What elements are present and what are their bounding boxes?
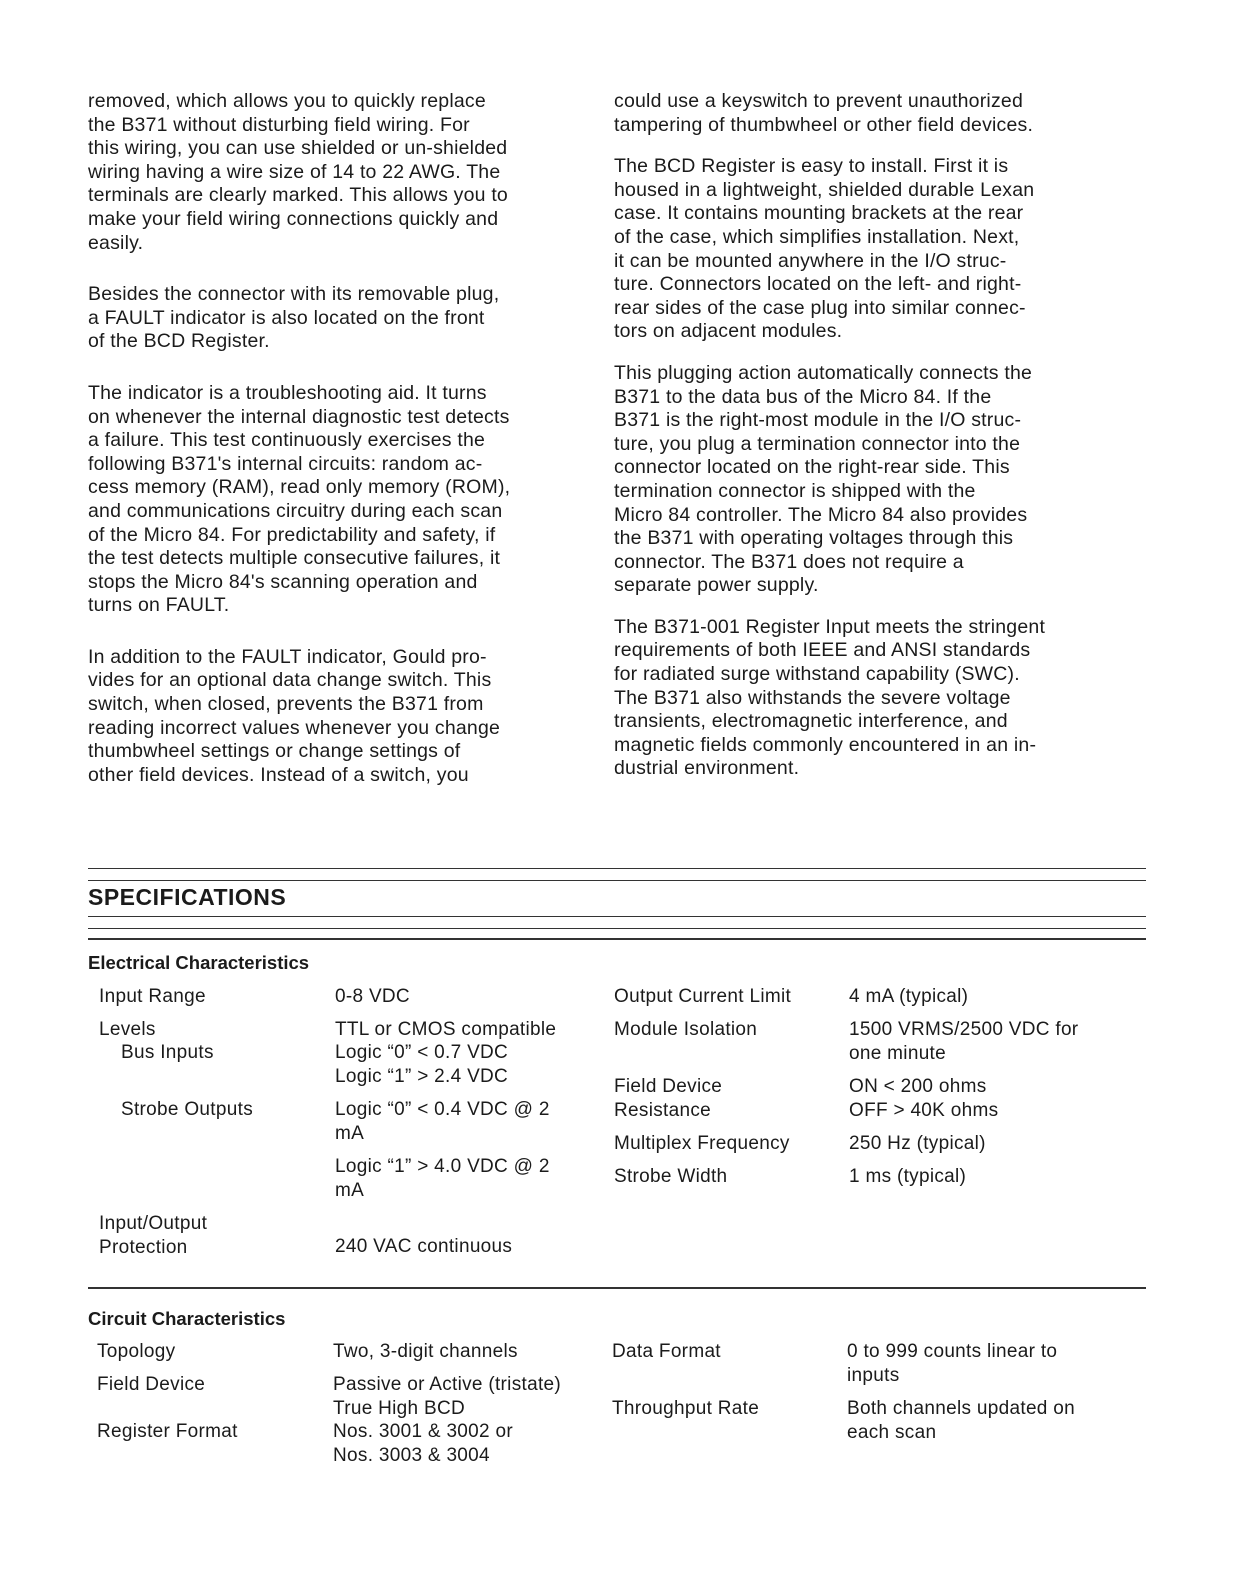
- right-text-column: [614, 90, 1094, 799]
- specifications-title: SPECIFICATIONS: [88, 884, 287, 910]
- spec-value: Both channels updated on each scan: [847, 1398, 1075, 1443]
- paragraph: The indicator is a troubleshooting aid. It turns on whenever the internal diagnostic test detects a failure. This test continuously exercises the following B371's internal circuits: random ac- cess memory (RAM), read only memory (ROM), and communications circuitry during each scan of the Micro 84. For predictability and safety, if the test detects multiple consecutive failures, it stops the Micro 84's scanning operation and turns on FAULT.: [88, 381, 511, 617]
- spec-label: Field Device: [97, 1374, 206, 1395]
- spec-value: Nos. 3001 & 3002 or Nos. 3003 & 3004: [333, 1421, 513, 1466]
- circuit-characteristics-heading: Circuit Characteristics: [88, 1308, 286, 1329]
- spec-value: ON < 200 ohms OFF > 40K ohms: [849, 1076, 999, 1121]
- spec-value: TTL or CMOS compatible: [335, 1019, 557, 1040]
- spec-label: Module Isolation: [614, 1019, 758, 1040]
- spec-value: Logic “0” < 0.7 VDC Logic “1” > 2.4 VDC: [335, 1042, 509, 1087]
- spec-label: Field Device Resistance: [614, 1076, 723, 1121]
- divider: [88, 1287, 1146, 1289]
- spec-label: Input Range: [99, 986, 206, 1007]
- paragraph: Besides the connector with its removable plug, a FAULT indicator is also located on the front of the BCD Register.: [88, 283, 500, 353]
- spec-value: 1500 VRMS/2500 VDC for one minute: [849, 1019, 1079, 1064]
- spec-label: Multiplex Frequency: [614, 1133, 790, 1154]
- spec-value: 4 mA (typical): [849, 986, 969, 1007]
- paragraph: removed, which allows you to quickly replace the B371 without disturbing field wiring. For this wiring, you can use shielded or un-shielded wiring having a wire size of 14 to 22 AWG. The terminals are clearly marked. This allows you to make your field wiring connections quickly and easily.: [88, 90, 508, 254]
- divider: [88, 880, 1146, 881]
- spec-label: Bus Inputs: [121, 1042, 214, 1063]
- spec-label: Levels: [99, 1019, 156, 1040]
- divider: [88, 916, 1146, 917]
- paragraph: This plugging action automatically connects the B371 to the data bus of the Micro 84. If the B371 is the right-most module in the I/O struc- ture, you plug a termination connector into the connector located on the right-rear side. This termination connector is shipped with the Micro 84 controller. The Micro 84 also provides the B371 with operating voltages through this connector. The B371 does not require a separate power supply.: [614, 361, 1033, 597]
- paragraph: The BCD Register is easy to install. First it is housed in a lightweight, shielded durable Lexan case. It contains mounting brackets at the rear of the case, which simplifies installation. Next, it can be mounted anywhere in the I/O struc- ture. Connectors located on the left- and right- rear sides of the case plug into similar connec- tors on adjacent modules.: [614, 155, 1035, 343]
- spec-value: 250 Hz (typical): [849, 1133, 986, 1154]
- spec-label: Throughput Rate: [612, 1398, 760, 1419]
- spec-label: Input/Output Protection: [99, 1213, 208, 1258]
- spec-value: Two, 3-digit channels: [333, 1341, 518, 1362]
- spec-label: Output Current Limit: [614, 986, 792, 1007]
- spec-value: 0 to 999 counts linear to inputs: [847, 1341, 1058, 1386]
- spec-value: Logic “1” > 4.0 VDC @ 2 mA: [335, 1156, 550, 1201]
- spec-value: 0-8 VDC: [335, 986, 410, 1007]
- spec-value: Logic “0” < 0.4 VDC @ 2 mA: [335, 1099, 550, 1144]
- paragraph: In addition to the FAULT indicator, Gould pro- vides for an optional data change switch. This switch, when closed, prevents the B371 from reading incorrect values whenever you change thumbwheel settings or change settings of other field devices. Instead of a switch, you: [88, 645, 501, 786]
- spec-value: 240 VAC continuous: [335, 1236, 513, 1257]
- paragraph: could use a keyswitch to prevent unauthorized tampering of thumbwheel or other field devices.: [614, 90, 1034, 136]
- divider: [88, 868, 1146, 869]
- spec-label: Data Format: [612, 1341, 721, 1362]
- paragraph: The B371-001 Register Input meets the stringent requirements of both IEEE and ANSI standards for radiated surge withstand capability (SWC). The B371 also withstands the severe voltage transients, electromagnetic interference, and magnetic fields commonly encountered in an in- dustrial environment.: [614, 615, 1046, 780]
- spec-value: 1 ms (typical): [849, 1166, 967, 1187]
- spec-label: Strobe Outputs: [121, 1099, 253, 1120]
- divider: [88, 938, 1146, 940]
- electrical-characteristics-heading: Electrical Characteristics: [88, 952, 310, 973]
- spec-label: Register Format: [97, 1421, 238, 1442]
- left-text-column: [88, 90, 568, 815]
- spec-label: Strobe Width: [614, 1166, 728, 1187]
- spec-label: Topology: [97, 1341, 176, 1362]
- divider: [88, 928, 1146, 929]
- spec-value: Passive or Active (tristate) True High BCD: [333, 1374, 562, 1419]
